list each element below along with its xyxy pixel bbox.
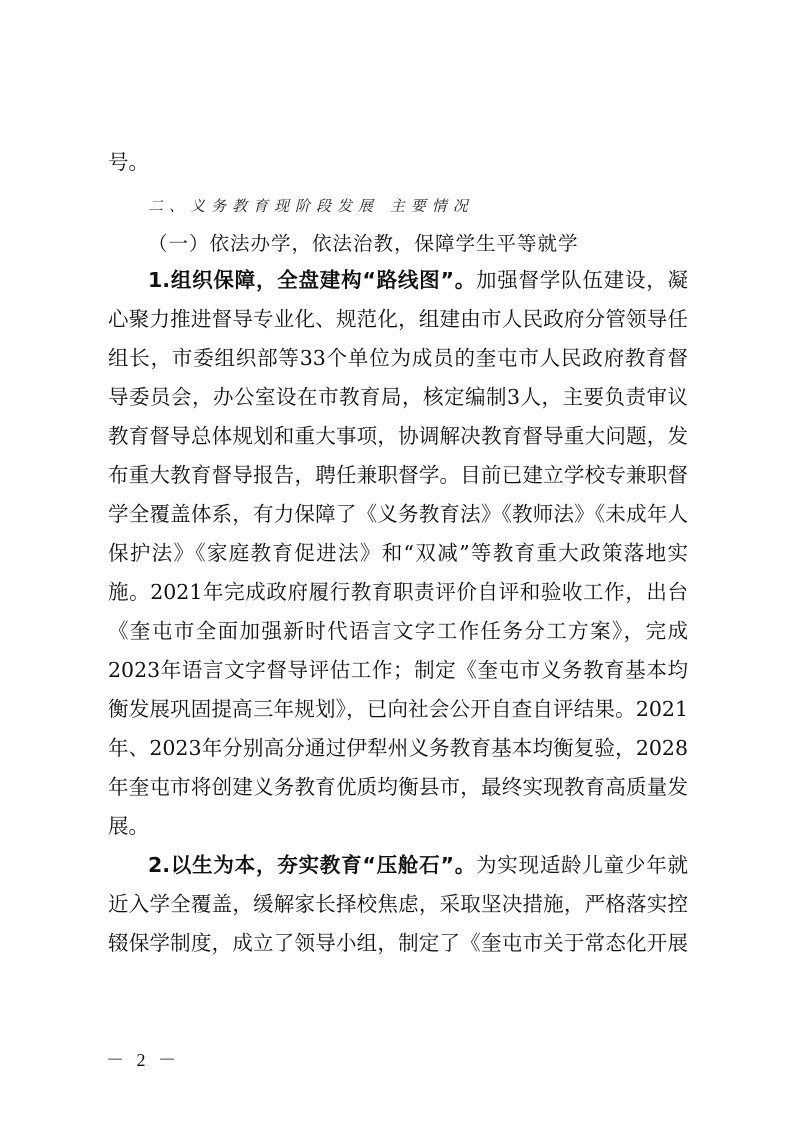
text-line: 号。 <box>108 150 149 174</box>
section-heading-handwritten: 二、义务教育现阶段发展 主要情况 <box>148 197 474 215</box>
subsection-heading: （一）依法办学，依法治教，保障学生平等就学 <box>148 232 579 255</box>
paragraph-lead-line <box>148 266 688 294</box>
text-line: 导委员会，办公室设在市教育局，核定编制3人，主要负责审议 <box>108 385 688 409</box>
bold-lead: 1.组织保障，全盘建构“路线图”。 <box>148 268 476 292</box>
text-line: 组长，市委组织部等33个单位为成员的奎屯市人民政府教育督 <box>108 346 688 370</box>
lead-rest: 加强督学队伍建设，凝 <box>475 268 689 292</box>
text-line: 心聚力推进督导专业化、规范化，组建由市人民政府分管领导任 <box>108 307 688 331</box>
text-line: 年奎屯市将创建义务教育优质均衡县市，最终实现教育高质量发 <box>108 775 688 799</box>
text-line: 布重大教育督导报告，聘任兼职督学。目前已建立学校专兼职督 <box>108 463 688 487</box>
bold-lead: 2.以生为本，夯实教育“压舱石”。 <box>148 853 476 877</box>
text-line: 2023年语言文字督导评估工作；制定《奎屯市义务教育基本均 <box>108 658 688 682</box>
text-line: 《奎屯市全面加强新时代语言文字工作任务分工方案》，完成 <box>108 619 688 643</box>
text-line: 年、2023年分别高分通过伊犁州义务教育基本均衡复验，2028 <box>108 736 688 760</box>
text-line: 保护法》《家庭教育促进法》和“双减”等教育重大政策落地实 <box>108 541 688 565</box>
paragraph-lead-line <box>148 851 688 879</box>
page-number: － 2 － <box>106 1050 180 1070</box>
text-line: 施。2021年完成政府履行教育职责评价自评和验收工作，出台 <box>108 580 688 604</box>
text-line: 近入学全覆盖，缓解家长择校焦虑，采取坚决措施，严格落实控 <box>108 892 688 916</box>
text-line: 教育督导总体规划和重大事项，协调解决教育督导重大问题，发 <box>108 424 688 448</box>
text-line: 学全覆盖体系，有力保障了《义务教育法》《教师法》《未成年人 <box>108 502 688 526</box>
lead-rest: 为实现适龄儿童少年就 <box>475 853 689 877</box>
text-line: 展。 <box>108 814 149 838</box>
text-line: 衡发展巩固提高三年规划》，已向社会公开自查自评结果。2021 <box>108 697 688 721</box>
text-line: 辍保学制度，成立了领导小组，制定了《奎屯市关于常态化开展 <box>108 931 688 955</box>
